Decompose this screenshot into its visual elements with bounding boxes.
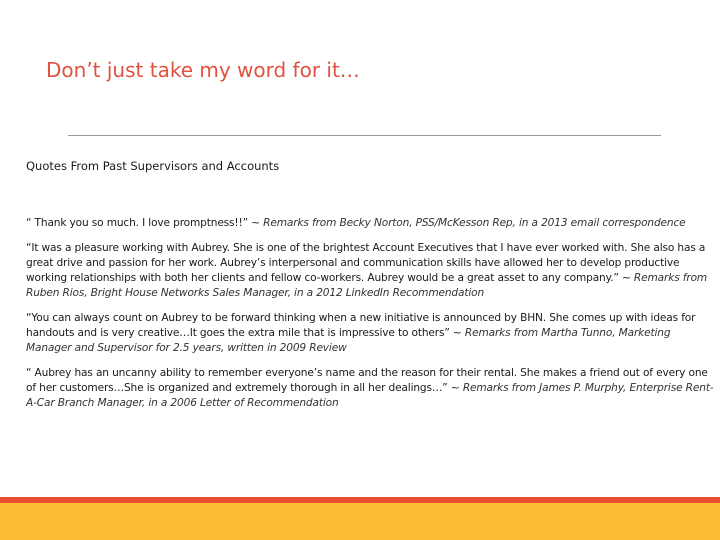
slide-title: Don’t just take my word for it… [46,58,360,82]
quote-text: “ Aubrey has an uncanny ability to remember everyone’s name and the reason for their rental. She makes a friend out of every one of her customers…She is organized and extremely thorough in all her dealings…” ~ [26,367,708,394]
quote-attribution: Remarks from Ruben Rios, Bright House Networks Sales Manager, in a 2012 LinkedIn Recommendation [26,272,708,299]
quote-attribution: Remarks from Becky Norton, PSS/McKesson Rep, in a 2013 email correspondence [263,217,686,229]
quote-text: “You can always count on Aubrey to be forward thinking when a new initiative is announced by BHN. She comes up with ideas for handouts and is very creative…It goes the extra mile that is impressive to others” ~ [26,312,696,339]
footer-band [0,503,720,540]
title-divider [68,135,661,136]
quote-martha-tunno [26,311,714,356]
quotes-list [26,216,714,421]
quotes-subheading: Quotes From Past Supervisors and Accounts [26,159,280,173]
quote-attribution: Remarks from James P. Murphy, Enterprise Rent-A-Car Branch Manager, in a 2006 Letter of Recommendation [26,382,714,409]
quote-james-murphy [26,366,714,411]
quote-ruben-rios [26,241,714,301]
quote-text: “It was a pleasure working with Aubrey. She is one of the brightest Account Executives that I have ever worked with. She also has a great drive and passion for her work. Aubrey’s interpersonal and communication skills have allowed her to develop productive working relationships with both her clients and fellow co-workers. Aubrey would be a great asset to any company.” ~ [26,242,706,284]
quote-becky-norton [26,216,714,231]
quote-attribution: Remarks from Martha Tunno, Marketing Manager and Supervisor for 2.5 years, written in 2009 Review [26,327,671,354]
quote-text: “ Thank you so much. I love promptness!!” ~ [26,217,264,229]
